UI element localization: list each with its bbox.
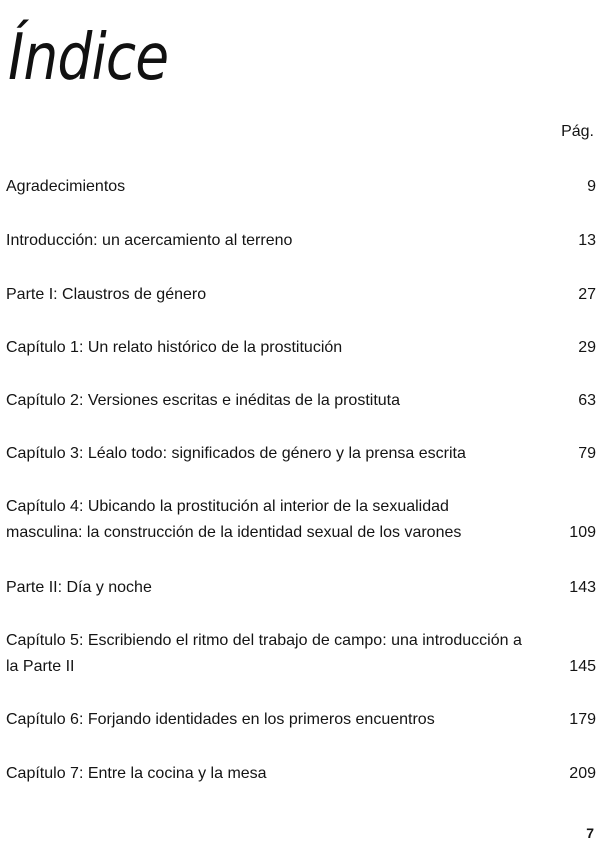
toc-entry: [6, 282, 596, 308]
toc-entry-label: Capítulo 1: Un relato histórico de la prostitución: [6, 339, 343, 356]
toc-entry-page: 145: [569, 658, 596, 675]
toc-entry-page: 13: [578, 232, 596, 249]
toc-entry-page: 29: [578, 339, 596, 356]
toc-entry-label: Agradecimientos: [6, 178, 126, 195]
toc-entry-page: 9: [587, 178, 596, 195]
toc-entry-page: 209: [569, 765, 596, 782]
toc-entry-page: 79: [578, 445, 596, 462]
toc-entry-label: Capítulo 6: Forjando identidades en los primeros encuentros: [6, 711, 435, 728]
toc-entry: [6, 174, 596, 200]
toc-entry-label: Capítulo 7: Entre la cocina y la mesa: [6, 765, 267, 782]
toc-entry-label: Capítulo 4: Ubicando la prostitución al interior de la sexualidad masculina: la construcción de la identidad sexual de los varones: [6, 498, 462, 541]
toc-entry: [6, 228, 596, 254]
toc-entry: [6, 494, 596, 546]
toc-entry: [6, 388, 596, 414]
toc-entry-label: Capítulo 3: Léalo todo: significados de género y la prensa escrita: [6, 445, 466, 462]
toc-entry-page: 143: [569, 579, 596, 596]
toc-entry: [6, 761, 596, 787]
toc-entry: [6, 441, 596, 467]
page-number: 7: [586, 825, 594, 841]
toc-entry-label: Capítulo 2: Versiones escritas e inéditas de la prostituta: [6, 392, 400, 409]
page-title: Índice: [8, 21, 169, 95]
toc-entry: [6, 628, 596, 680]
toc-entry: [6, 707, 596, 733]
page-column-header: Pág.: [561, 123, 594, 140]
toc-entry-label: Parte I: Claustros de género: [6, 286, 207, 303]
toc-entry-page: 109: [569, 524, 596, 541]
toc-entry-page: 179: [569, 711, 596, 728]
toc-entry-label: Introducción: un acercamiento al terreno: [6, 232, 293, 249]
toc-entry-page: 63: [578, 392, 596, 409]
toc-entry: [6, 335, 596, 361]
toc-entry-page: 27: [578, 286, 596, 303]
toc-entry-label: Capítulo 5: Escribiendo el ritmo del trabajo de campo: una introducción a la Parte II: [6, 632, 522, 675]
toc-entry: [6, 575, 596, 601]
toc-entry-label: Parte II: Día y noche: [6, 579, 152, 596]
